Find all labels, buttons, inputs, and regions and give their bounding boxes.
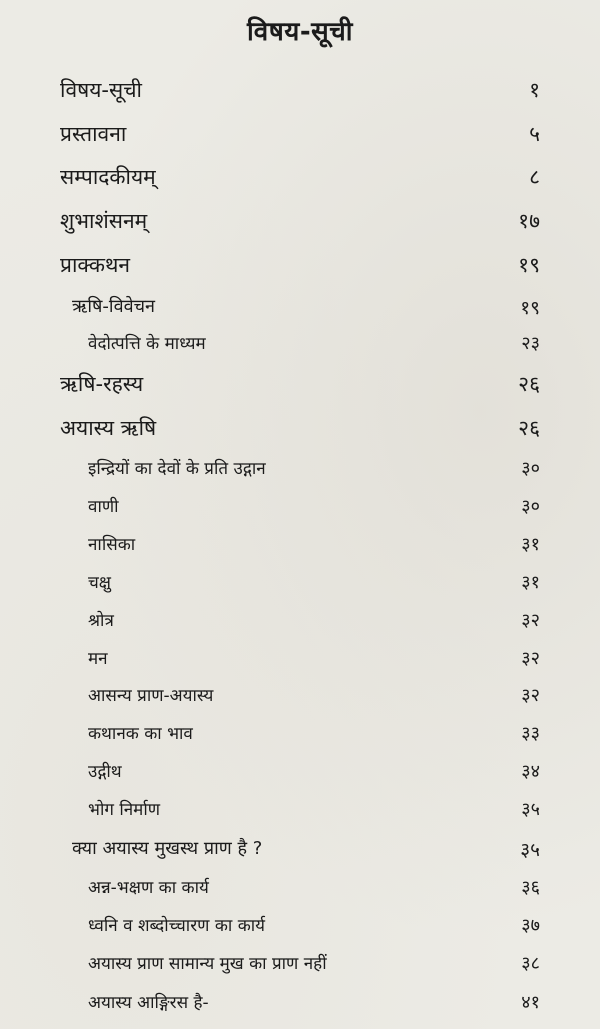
toc-entry-label: अयास्य ऋषि <box>60 416 157 440</box>
toc-entry <box>0 494 600 528</box>
toc-entry-label: भोग निर्माण <box>88 800 161 820</box>
toc-entry-label: शुभाशंसनम् <box>60 209 148 233</box>
toc-entry-label: चक्षु <box>88 573 111 593</box>
toc-entry-label: ऋषि-विवेचन <box>72 296 156 317</box>
toc-entry-label: अन्न-भक्षण का कार्य <box>88 878 209 898</box>
toc-entry <box>0 120 600 154</box>
toc-entry <box>0 414 600 448</box>
toc-entry-page: ३५ <box>521 799 540 820</box>
toc-entry <box>0 759 600 793</box>
toc-entry-page: २६ <box>518 416 540 440</box>
page-title: विषय-सूची <box>247 17 353 47</box>
toc-entry <box>0 913 600 947</box>
toc-entry-label: क्या अयास्य मुखस्थ प्राण है ? <box>72 838 263 859</box>
toc-entry-label: मन <box>88 649 108 669</box>
toc-entry-page: ५ <box>529 122 540 146</box>
toc-entry-label: उद्गीथ <box>88 762 122 782</box>
toc-entry-label: ध्वनि व शब्दोच्चारण का कार्य <box>88 916 266 936</box>
toc-entry <box>0 721 600 755</box>
toc-entry-page: ३२ <box>521 648 540 669</box>
toc-entry <box>0 251 600 285</box>
toc-entry-label: प्राक्कथन <box>60 253 131 277</box>
toc-entry <box>0 370 600 404</box>
toc-entry-page: ३३ <box>521 723 540 744</box>
toc-entry <box>0 797 600 831</box>
toc-entry-label: वेदोत्पत्ति के माध्यम <box>88 334 206 354</box>
toc-entry-page: १ <box>529 78 540 102</box>
toc-entry <box>0 570 600 604</box>
toc-entry <box>0 207 600 241</box>
toc-entry-label: श्रोत्र <box>88 611 114 631</box>
toc-entry <box>0 683 600 717</box>
toc-entry-page: ३७ <box>521 915 540 936</box>
toc-entry <box>0 836 600 870</box>
toc-entry-label: इन्द्रियों का देवों के प्रति उद्गान <box>88 459 266 479</box>
toc-entry-page: ३० <box>521 496 540 517</box>
toc-entry-page: ३८ <box>521 953 540 974</box>
toc-entry-label: ऋषि-रहस्य <box>60 372 144 396</box>
toc-entry <box>0 76 600 110</box>
toc-entry-page: ३० <box>521 458 540 479</box>
toc-entry <box>0 990 600 1024</box>
toc-entry-label: कथानक का भाव <box>88 724 193 744</box>
toc-entry <box>0 951 600 985</box>
toc-entry <box>0 163 600 197</box>
toc-entry-label: प्रस्तावना <box>60 122 127 146</box>
toc-entry-page: ३६ <box>521 877 540 898</box>
toc-entry <box>0 294 600 328</box>
toc-entry-page: ८ <box>529 165 540 189</box>
toc-entry-label: अयास्य प्राण सामान्य मुख का प्राण नहीं <box>88 954 327 974</box>
toc-entry-label: आसन्य प्राण-अयास्य <box>88 686 214 706</box>
toc-entry-page: १७ <box>518 209 540 233</box>
toc-entry-page: ४१ <box>521 992 540 1013</box>
toc-entry <box>0 331 600 365</box>
toc-entry-label: सम्पादकीयम् <box>60 165 156 189</box>
toc-entry-label: विषय-सूची <box>60 78 142 102</box>
toc-entry-label: वाणी <box>88 497 119 517</box>
toc-entry-page: ३४ <box>521 761 540 782</box>
toc-entry-label: नासिका <box>88 535 136 555</box>
toc-entry-page: ३५ <box>520 839 540 861</box>
toc-entry-page: २६ <box>518 372 540 396</box>
toc-entry-page: ३२ <box>521 610 540 631</box>
toc-entry <box>0 532 600 566</box>
toc-entry-page: ३२ <box>521 685 540 706</box>
toc-entry-label: अयास्य आङ्गिरस है- <box>88 993 209 1013</box>
toc-entry <box>0 875 600 909</box>
toc-entry <box>0 456 600 490</box>
toc-entry-page: २३ <box>521 333 540 354</box>
toc-entry <box>0 646 600 680</box>
toc-entry-page: ३१ <box>521 572 540 593</box>
toc-entry-page: १९ <box>520 297 540 319</box>
toc-entry <box>0 608 600 642</box>
toc-entry-page: ३१ <box>521 534 540 555</box>
toc-entry-page: १९ <box>518 253 540 277</box>
